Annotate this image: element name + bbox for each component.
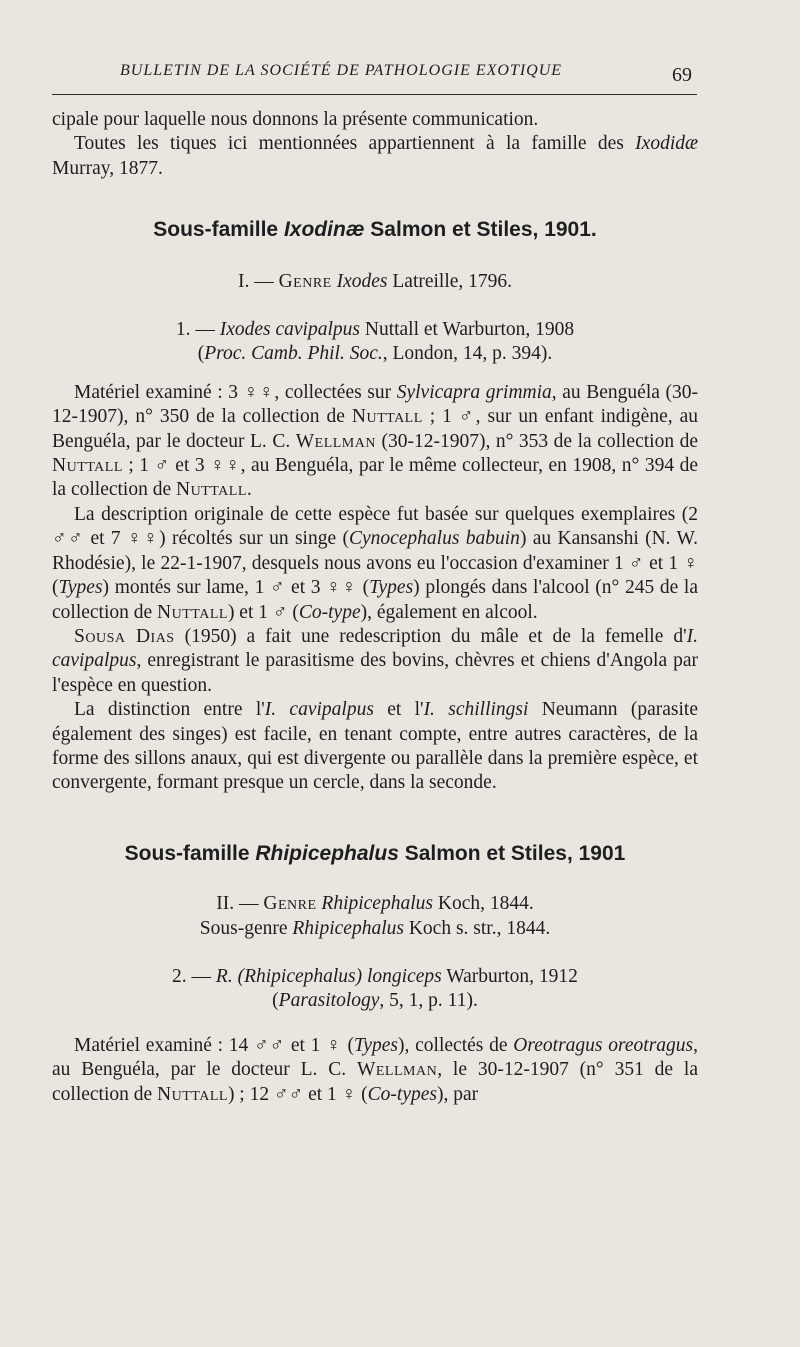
redescription-paragraph: Sousa Dias (1950) a fait une redescription du mâle et de la femelle d'I. cavipalpus, enregistrant le parasitisme des bovins, chèvres et chiens d'Angola par l'espèce en question. — [52, 625, 698, 696]
intro-paragraph-end: cipale pour laquelle nous donnons la présente communication. — [52, 109, 539, 130]
subfamily-heading-rhipicephalus: Sous-famille Rhipicephalus Salmon et Stiles, 1901 — [124, 841, 626, 865]
family-statement: Toutes les tiques ici mentionnées appartiennent à la famille des Ixodidæ Murray, 1877. — [52, 133, 698, 179]
species-reference-cavipalpus: (Proc. Camb. Phil. Soc., London, 14, p. 394). — [197, 343, 553, 365]
species-heading-longiceps: 2. — R. (Rhipicephalus) longiceps Warburton, 1912 — [172, 965, 578, 987]
material-examined-cavipalpus: Matériel examiné : 3 ♀♀, collectées sur Sylvicapra grimmia, au Benguéla (30-12-1907), n° 350 de la collection de Nuttall ; 1 ♂, sur un enfant indigène, au Benguéla, par le docteur L. C. Wellman (30-12-1907), n° 353 de la collection de Nuttall ; 1 ♂ et 3 ♀♀, au Benguéla, par le même collecteur, en 1908, n° 394 de la collection de Nuttall. — [52, 381, 699, 501]
body-text — [52, 108, 698, 1107]
genus-heading-rhipicephalus: II. — Genre Rhipicephalus Koch, 1844. — [216, 893, 534, 915]
distinction-paragraph: La distinction entre l'I. cavipalpus et l'I. schillingsi Neumann (parasite également des singes) est facile, en tenant compte, entre autres caractères, de la forme des sillons anaux, qui est divergente ou parallèle dans la première espèce, et convergente, formant presque un cercle, dans la seconde. — [52, 699, 698, 794]
page-number: 69 — [672, 64, 692, 86]
genus-heading-ixodes: I. — Genre Ixodes Latreille, 1796. — [237, 270, 513, 292]
subgenus-heading: Sous-genre Rhipicephalus Koch s. str., 1844. — [199, 917, 551, 939]
original-description-paragraph: La description originale de cette espèce fut basée sur quelques exemplaires (2 ♂♂ et 7 ♀♀) récoltés sur un singe (Cynocephalus babuin) au Kansanshi (N. W. Rhodésie), le 22-1-1907, desquels nous avons eu l'occasion d'examiner 1 ♂ et 1 ♀ (Types) montés sur lame, 1 ♂ et 3 ♀♀ (Types) plongés dans l'alcool (n° 245 de la collection de Nuttall) et 1 ♂ (Co-type), également en alcool. — [52, 503, 698, 623]
header-rule — [52, 94, 697, 95]
species-heading-ixodes-cavipalpus: 1. — Ixodes cavipalpus Nuttall et Warburton, 1908 — [175, 319, 575, 341]
material-examined-longiceps: Matériel examiné : 14 ♂♂ et 1 ♀ (Types), collectés de Oreotragus oreotragus, au Benguéla, par le docteur L. C. Wellman, le 30-12-1907 (n° 351 de la collection de Nuttall) ; 12 ♂♂ et 1 ♀ (Co-types), par — [52, 1034, 698, 1105]
subfamily-heading-ixodinae: Sous-famille Ixodinæ Salmon et Stiles, 1901. — [153, 218, 597, 242]
species-reference-longiceps: (Parasitology, 5, 1, p. 11). — [272, 990, 478, 1012]
running-title: BULLETIN DE LA SOCIÉTÉ DE PATHOLOGIE EXOTIQUE — [120, 62, 563, 79]
